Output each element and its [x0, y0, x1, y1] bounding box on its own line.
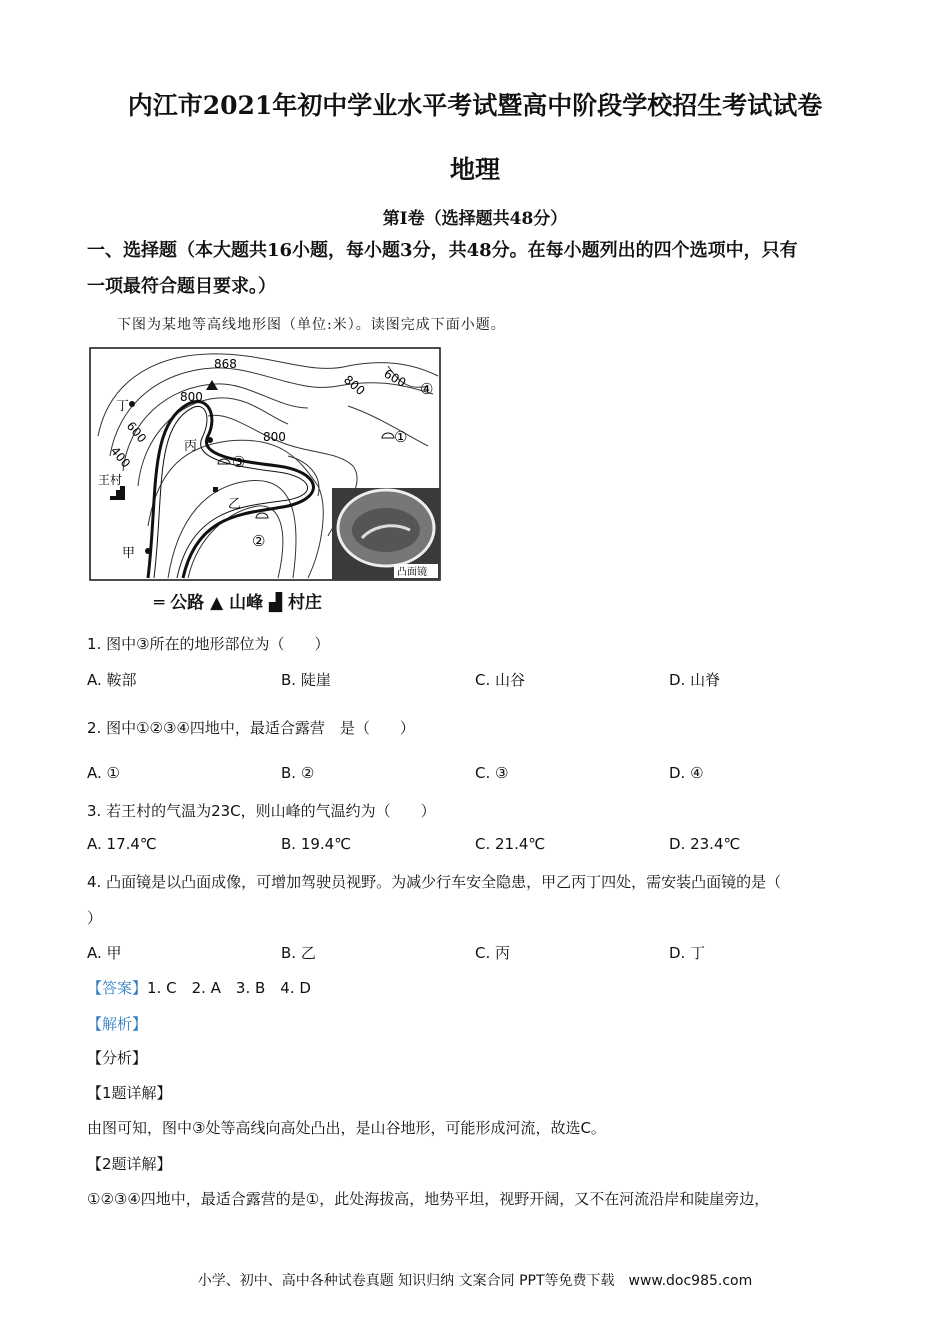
place-yi: 乙	[228, 497, 242, 512]
point-1-label: ①	[394, 428, 408, 446]
map-legend: ═ 公路 ▲ 山峰 ▟ 村庄	[154, 593, 322, 613]
svg-text:800: 800	[341, 372, 368, 399]
q4-option-d: D. 丁	[669, 944, 706, 962]
place-jia: 甲	[122, 546, 136, 561]
q3-option-c: C. 21.4℃	[475, 835, 546, 853]
q3-option-b: B. 19.4℃	[281, 835, 352, 853]
q4-option-c: C. 丙	[475, 944, 511, 962]
contour-map	[88, 346, 444, 582]
svg-text:800: 800	[180, 390, 203, 404]
analysis-label: 【解析】	[87, 1015, 148, 1033]
q1-detail-text: 由图可知，图中③处等高线向高处凸出，是山谷地形，可能形成河流，故选C。	[87, 1119, 606, 1137]
subject-title: 地理	[449, 155, 500, 184]
q1-option-a: A. 鞍部	[87, 671, 137, 689]
q2-option-a: A. ①	[87, 764, 120, 782]
fenxi-label: 【分析】	[87, 1049, 148, 1067]
question-2: 2. 图中①②③④四地中，最适合露营 是（ ）	[87, 719, 415, 737]
answer-label: 【答案】	[87, 979, 148, 997]
svg-text:400: 400	[107, 443, 134, 471]
question-1: 1. 图中③所在的地形部位为（ ）	[87, 635, 330, 653]
q4-option-a: A. 甲	[87, 944, 122, 962]
q1-detail-label: 【1题详解】	[87, 1084, 172, 1102]
point-4-label: ④	[420, 380, 434, 398]
page-footer: 小学、初中、高中各种试卷真题 知识归纳 文案合同 PPT等免费下载 www.doc985.com	[197, 1273, 753, 1289]
place-wangcun: 王村	[98, 473, 123, 487]
answer-line	[87, 977, 311, 998]
answer-value: 1. C 2. A 3. B 4. D	[147, 979, 311, 997]
convex-mirror-inset	[332, 488, 440, 580]
point-3-label: ③	[232, 453, 246, 471]
figure-intro: 下图为某地等高线地形图（单位:米）。读图完成下面小题。	[117, 317, 506, 333]
question-3: 3. 若王村的气温为23C，则山峰的气温约为（ ）	[87, 802, 436, 820]
q2-detail-label: 【2题详解】	[87, 1155, 172, 1173]
question-4: 4. 凸面镜是以凸面成像，可增加驾驶员视野。为减少行车安全隐患，甲乙丙丁四处，需安装凸面镜的是（	[87, 873, 782, 891]
place-bing: 丙	[184, 439, 198, 454]
q4-option-b: B. 乙	[281, 944, 316, 962]
q3-option-a: A. 17.4℃	[87, 835, 157, 853]
q2-detail-text: ①②③④四地中，最适合露营的是①，此处海拔高，地势平坦，视野开阔，又不在河流沿岸和陡崖旁边，	[87, 1190, 770, 1208]
q3-option-d: D. 23.4℃	[669, 835, 741, 853]
section-title: 第Ⅰ卷（选择题共48分）	[382, 209, 568, 229]
point-2-label: ②	[252, 532, 266, 550]
peak-elevation-label: 868	[214, 357, 237, 371]
q1-option-b: B. 陡崖	[281, 671, 331, 689]
exam-title: 内江市2021年初中学业水平考试暨高中阶段学校招生考试试卷	[127, 91, 823, 120]
q2-option-b: B. ②	[281, 764, 315, 782]
q2-option-d: D. ④	[669, 764, 704, 782]
q1-option-d: D. 山脊	[669, 671, 721, 689]
inset-label: 凸面镜	[397, 567, 427, 578]
q1-option-c: C. 山谷	[475, 671, 526, 689]
section-instruction: 一、选择题（本大题共16小题，每小题3分，共48分。在每小题列出的四个选项中，只有 一项最符合题目要求。）	[87, 240, 798, 297]
svg-text:800: 800	[263, 430, 286, 444]
place-ding: 丁	[116, 399, 130, 414]
q2-option-c: C. ③	[475, 764, 509, 782]
svg-text:600: 600	[123, 418, 150, 446]
svg-text:600: 600	[381, 366, 409, 391]
question-4-cont: ）	[87, 909, 103, 927]
